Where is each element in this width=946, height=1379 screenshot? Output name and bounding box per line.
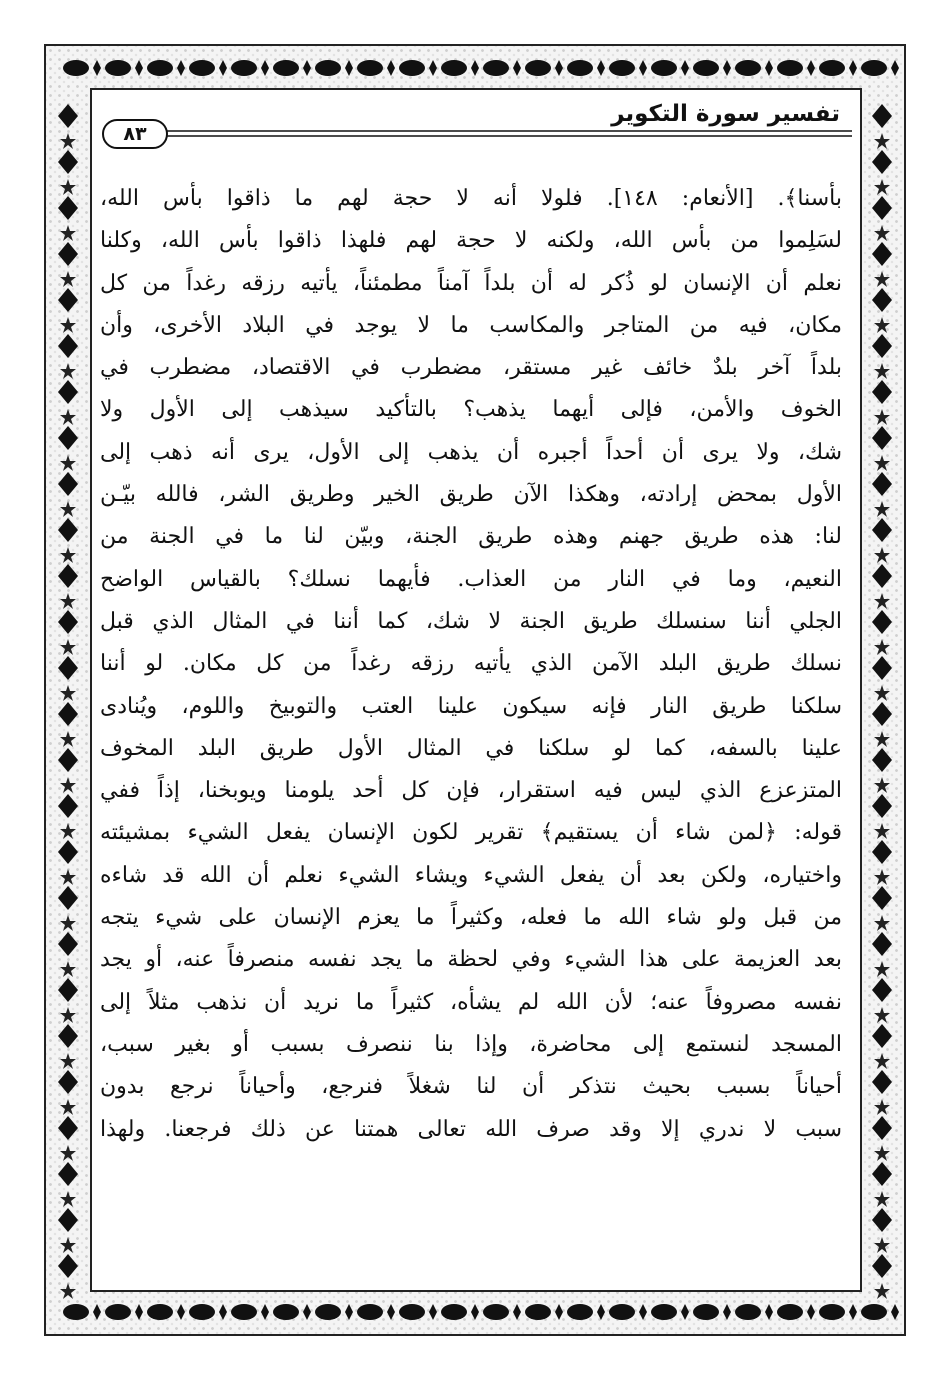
text-line: واختياره، ولكن بعد أن يفعل الشيء ويشاء الشيء نعلم أن الله قد شاءه	[100, 862, 842, 888]
body-text	[100, 178, 842, 1151]
text-line: الأول بمحض إرادته، وهكذا الآن طريق الخير وطريق الشر، فالله بيّـن	[100, 482, 842, 508]
page-header-title: تفسير سورة التكوير	[611, 101, 840, 127]
page-number-badge: ٨٣	[102, 119, 168, 149]
text-line: النعيم، وما في النار من العذاب. فأيهما نسلك؟ بالقياس الواضح	[100, 566, 842, 592]
text-line: الجلي أننا سنسلك طريق الجنة لا شك، كما أننا في المثال الذي قبل	[100, 608, 842, 634]
text-line: قوله: ﴿لمن شاء أن يستقيم﴾ تقرير لكون الإنسان يفعل الشيء بمشيئته	[100, 820, 842, 846]
text-line: بلداً آخر بلدٌ خائف غير مستقر، مضطرب في الاقتصاد، مضطرب في	[100, 355, 842, 381]
text-line: سبب لا ندري إلا وقد صرف الله تعالى همتنا عن ذلك فرجعنا. ولهذا	[100, 1116, 842, 1142]
text-line: مكان، فيه من المتاجر والمكاسب ما لا يوجد في البلاد الأخرى، وأن	[100, 312, 842, 338]
text-line: المتزعزع الذي ليس فيه استقرار، فإن كل أحد يلومنا ويوبخنا، إذاً ففي	[100, 778, 842, 804]
text-line: لسَلِموا من بأس الله، ولكنه لا حجة لهم فلهذا ذاقوا بأس الله، وكلنا	[100, 228, 842, 254]
text-line: نعلم أن الإنسان لو ذُكر له أن بلداً آمناً مطمئناً، يأتيه رزقه رغداً من كل	[100, 270, 842, 296]
text-line: من قبل ولو شاء الله ما فعله، وكثيراً ما يعزم الإنسان على شيء يتجه	[100, 905, 842, 931]
text-line: بأسنا﴾. [الأنعام: ١٤٨]. فلولا أنه لا حجة لهم ما ذاقوا بأس الله،	[100, 186, 842, 211]
text-line: سلكنا طريق النار فإنه سيكون علينا العتب والتوبيخ واللوم، ويُنادى	[100, 693, 842, 719]
text-line: المسجد لنستمع إلى محاضرة، وإذا بنا ننصرف بسبب أو بغير سبب،	[100, 1031, 842, 1057]
text-line: علينا بالسفه، كما لو سلكنا في المثال الأول طريق البلد المخوف	[100, 735, 842, 761]
text-line: أحياناً بسبب بحيث نتذكر أن لنا شغلاً فنرجع، وأحياناً نرجع بدون	[100, 1074, 842, 1100]
text-line: شك، ولا يرى أن أحداً أجبره أن يذهب إلى الأول، يرى أنه ذهب إلى	[100, 439, 842, 465]
text-line: نفسه مصروفاً عنه؛ لأن الله لم يشأه، كثيراً ما نريد أن نذهب مثلاً إلى	[100, 989, 842, 1015]
text-line: لنا: هذه طريق جهنم وهذه طريق الجنة، وبيّن لنا ما في الجنة من	[100, 524, 842, 550]
header-rule-line	[100, 116, 856, 152]
text-line: الخوف والأمن، فإلى أيهما يذهب؟ بالتأكيد سيذهب إلى الأول ولا	[100, 397, 842, 423]
text-line: بعد العزيمة على هذا الشيء وفي لحظة ما يجد نفسه منصرفاً عنه، أو يجد	[100, 947, 842, 973]
text-line: نسلك طريق البلد الآمن الذي يأتيه رزقه رغداً من كل مكان. لو أننا	[100, 651, 842, 677]
